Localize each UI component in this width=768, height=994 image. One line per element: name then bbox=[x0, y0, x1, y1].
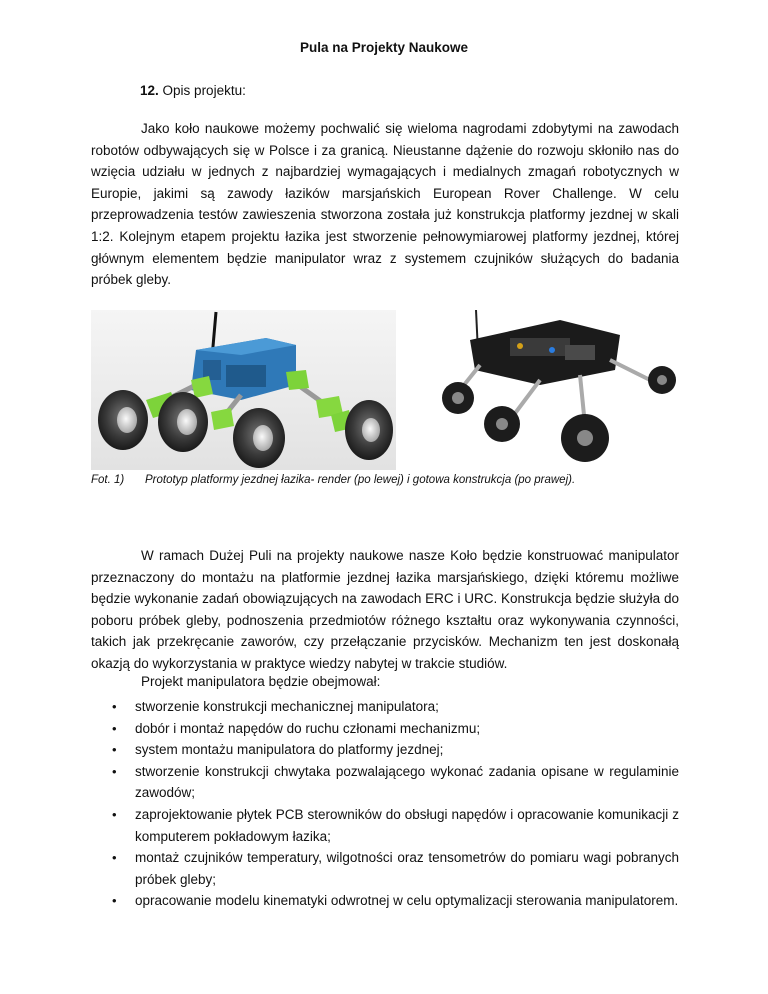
list-item: • system montażu manipulatora do platformy jezdnej; bbox=[91, 739, 679, 761]
bullet-icon: • bbox=[112, 699, 117, 714]
bullet-icon: • bbox=[112, 763, 117, 779]
bullet-icon: • bbox=[112, 720, 117, 736]
list-item: • stworzenie konstrukcji mechanicznej manipulatora; bbox=[91, 696, 679, 718]
bullet-icon: • bbox=[112, 742, 117, 758]
section-number: 12. bbox=[140, 83, 159, 98]
rover-render-image bbox=[91, 310, 396, 470]
section-heading bbox=[140, 83, 246, 98]
list-item: • stworzenie konstrukcji chwytaka pozwalającego wykonać zadania opisane w regulaminie zawodów; bbox=[91, 761, 679, 804]
figure-label: Fot. 1) bbox=[91, 474, 125, 486]
figure-caption-text: Prototyp platformy jezdnej łazika- render (po lewej) i gotowa konstrukcja (po prawej). bbox=[145, 474, 576, 486]
list-item: • opracowanie modelu kinematyki odwrotnej w celu optymalizacji sterowania manipulatorem. bbox=[91, 890, 679, 912]
intro-paragraph: Jako koło naukowe możemy pochwalić się wieloma nagrodami zdobytymi na zawodach robotów odbywających się w Polsce i za granicą. Nieustanne dążenie do rozwoju skłoniło nas do wzięcia udziału w jednych z najbardziej wymagających i medialnych zmagań robotycznych w Europie, jakimi są zawody łazików marsjańskich European Rover Challenge. W celu przeprowadzenia testów zawieszenia stworzona została już konstrukcja platformy jezdnej w skali 1:2. Kolejnym etapem projektu łazika jest stworzenie pełnowymiarowej platformy jezdnej, której głównym elementem będzie manipulator wraz z systemem czujników służących do badania próbek gleby. bbox=[91, 121, 679, 288]
page-header: Pula na Projekty Naukowe bbox=[299, 40, 469, 55]
project-paragraph: W ramach Dużej Puli na projekty naukowe nasze Koło będzie konstruować manipulator przeznaczony do montażu na platformie jezdnej łazika marsjańskiego, dzięki któremu możliwe będzie wykonanie zadań obowiązujących na zawodach ERC i URC. Konstrukcja będzie służyła do poboru próbek gleby, podnoszenia przedmiotów różnego kształtu oraz wykonywania czynności, takich jak przekręcanie zaworów, czy przełączanie przycisków. Mechanizm ten jest doskonałą okazją do wykorzystania w praktyce wiedzy nabytej w trakcie studiów. bbox=[91, 548, 679, 671]
figure-caption bbox=[91, 474, 575, 486]
rover-photo-image bbox=[440, 310, 686, 470]
task-list bbox=[91, 696, 679, 912]
bullet-icon: • bbox=[112, 806, 117, 822]
list-item: • dobór i montaż napędów do ruchu członami mechanizmu; bbox=[91, 718, 679, 740]
bullet-icon: • bbox=[112, 893, 117, 909]
bullet-icon: • bbox=[112, 850, 117, 866]
list-intro: Projekt manipulatora będzie obejmował: bbox=[141, 674, 381, 689]
list-item: • montaż czujników temperatury, wilgotności oraz tensometrów do pomiaru wagi pobranych próbek gleby; bbox=[91, 847, 679, 890]
list-item: • zaprojektowanie płytek PCB sterowników do obsługi napędów i opracowanie komunikacji z komputerem pokładowym łazika; bbox=[91, 804, 679, 847]
section-title: Opis projektu: bbox=[162, 83, 246, 98]
